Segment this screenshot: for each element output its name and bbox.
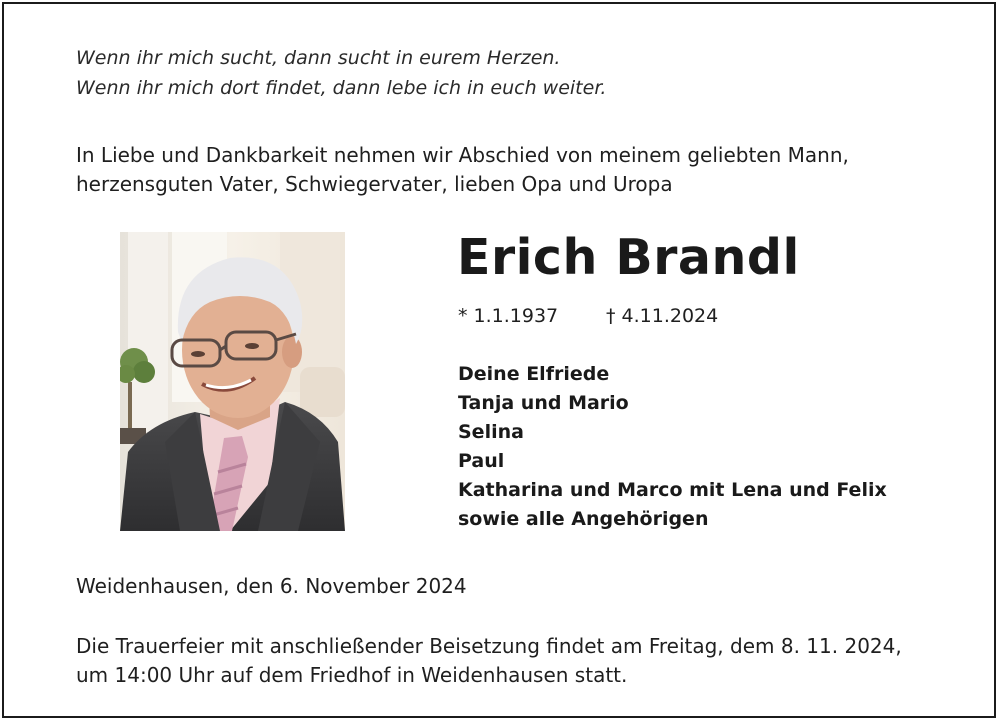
mourner-6: sowie alle Angehörigen	[458, 508, 709, 530]
mourner-4: Paul	[458, 450, 505, 472]
death-date: † 4.11.2024	[606, 305, 719, 327]
deceased-name: Erich Brandl	[457, 229, 800, 286]
intro-line-2: herzensguten Vater, Schwiegervater, lieben Opa und Uropa	[76, 172, 673, 196]
motto-line-1: Wenn ihr mich sucht, dann sucht in eurem Herzen.	[76, 47, 561, 69]
motto-line-2: Wenn ihr mich dort findet, dann lebe ich in euch weiter.	[76, 77, 607, 99]
service-line-1: Die Trauerfeier mit anschließender Beisetzung findet am Freitag, dem 8. 11. 2024,	[76, 634, 902, 658]
portrait-photo	[120, 232, 345, 531]
mourner-5: Katharina und Marco mit Lena und Felix	[458, 479, 887, 501]
mourner-2: Tanja und Mario	[458, 392, 629, 414]
mourner-3: Selina	[458, 421, 524, 443]
birth-date: * 1.1.1937	[458, 305, 559, 327]
mourner-1: Deine Elfriede	[458, 363, 610, 385]
place-date: Weidenhausen, den 6. November 2024	[76, 574, 467, 598]
intro-line-1: In Liebe und Dankbarkeit nehmen wir Abschied von meinem geliebten Mann,	[76, 143, 849, 167]
service-line-2: um 14:00 Uhr auf dem Friedhof in Weidenhausen statt.	[76, 663, 628, 687]
